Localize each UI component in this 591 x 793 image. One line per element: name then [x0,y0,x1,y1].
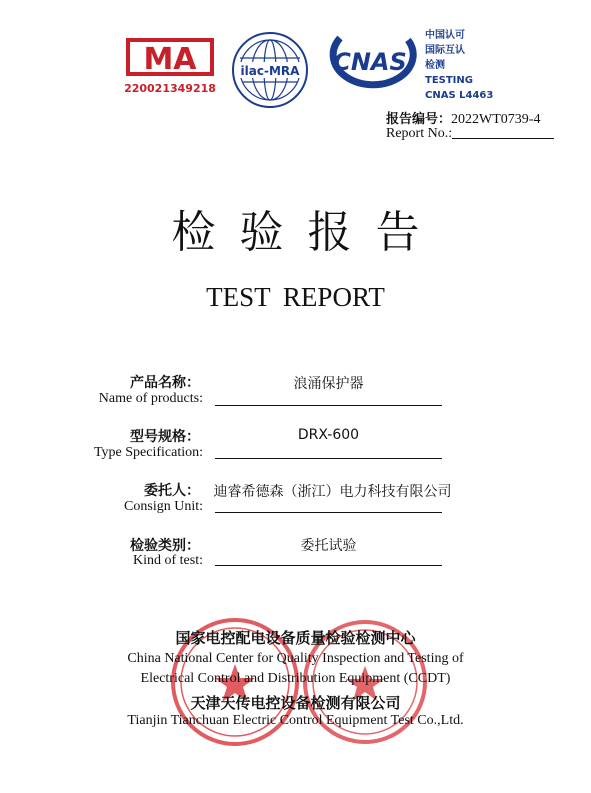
field-value-kind-of-test: 委托试验 [300,538,357,554]
cnas-accreditation-text [425,28,493,103]
test-center-name-en-line2: Electrical Control and Distribution Equipment (CCDT) [140,671,451,686]
cnas-logo [322,30,417,90]
report-number-underline [452,138,554,139]
company-name-cn: 天津天传电控设备检测有限公司 [190,694,401,712]
field-label-en: Consign Unit: [124,499,203,514]
ilac-mra-logo [230,30,310,110]
cnas-line: TESTING [425,75,473,86]
field-label-en: Name of products: [98,391,203,406]
field-label-en: Type Specification: [93,445,203,460]
cma-number: 220021349218 [124,82,216,95]
cma-logo [120,30,220,100]
field-underline [215,405,442,406]
report-number-label-cn: 报告编号： [386,112,452,127]
title-en: TEST REPORT [206,282,385,312]
cnas-line: 检测 [425,60,445,71]
field-underline [215,512,442,513]
test-center-name-en-line1: China National Center for Quality Inspection and Testing of [127,651,464,666]
field-value-consign-unit: 迪睿希德森（浙江）电力科技有限公司 [213,484,452,500]
test-center-name-cn: 国家电控配电设备质量检验检测中心 [175,629,416,647]
field-label-cn: 型号规格： [130,429,200,445]
field-label-cn: 委托人： [144,483,200,499]
ilac-logo-letters: ilac-MRA [240,64,300,78]
title-cn: 检验报告 [171,207,444,258]
field-label-cn: 检验类别： [130,538,200,554]
field-underline [215,565,442,566]
cnas-line: 国际互认 [425,45,465,56]
field-underline [215,458,442,459]
field-label-en: Kind of test: [133,553,203,568]
company-name-en: Tianjin Tianchuan Electric Control Equipment Test Co.,Ltd. [127,713,464,728]
field-value-type-spec: DRX-600 [297,427,360,443]
cnas-logo-letters: CNAS [333,48,407,76]
report-number-value: 2022WT0739-4 [451,112,541,127]
cma-logo-letters: MA [143,42,197,77]
field-label-cn: 产品名称： [130,375,200,391]
report-number [386,108,540,128]
report-number-label-en: Report No.: [386,126,453,141]
field-value-product-name: 浪涌保护器 [293,376,364,392]
cnas-line: CNAS L4463 [425,90,494,101]
cnas-line: 中国认可 [425,30,465,41]
